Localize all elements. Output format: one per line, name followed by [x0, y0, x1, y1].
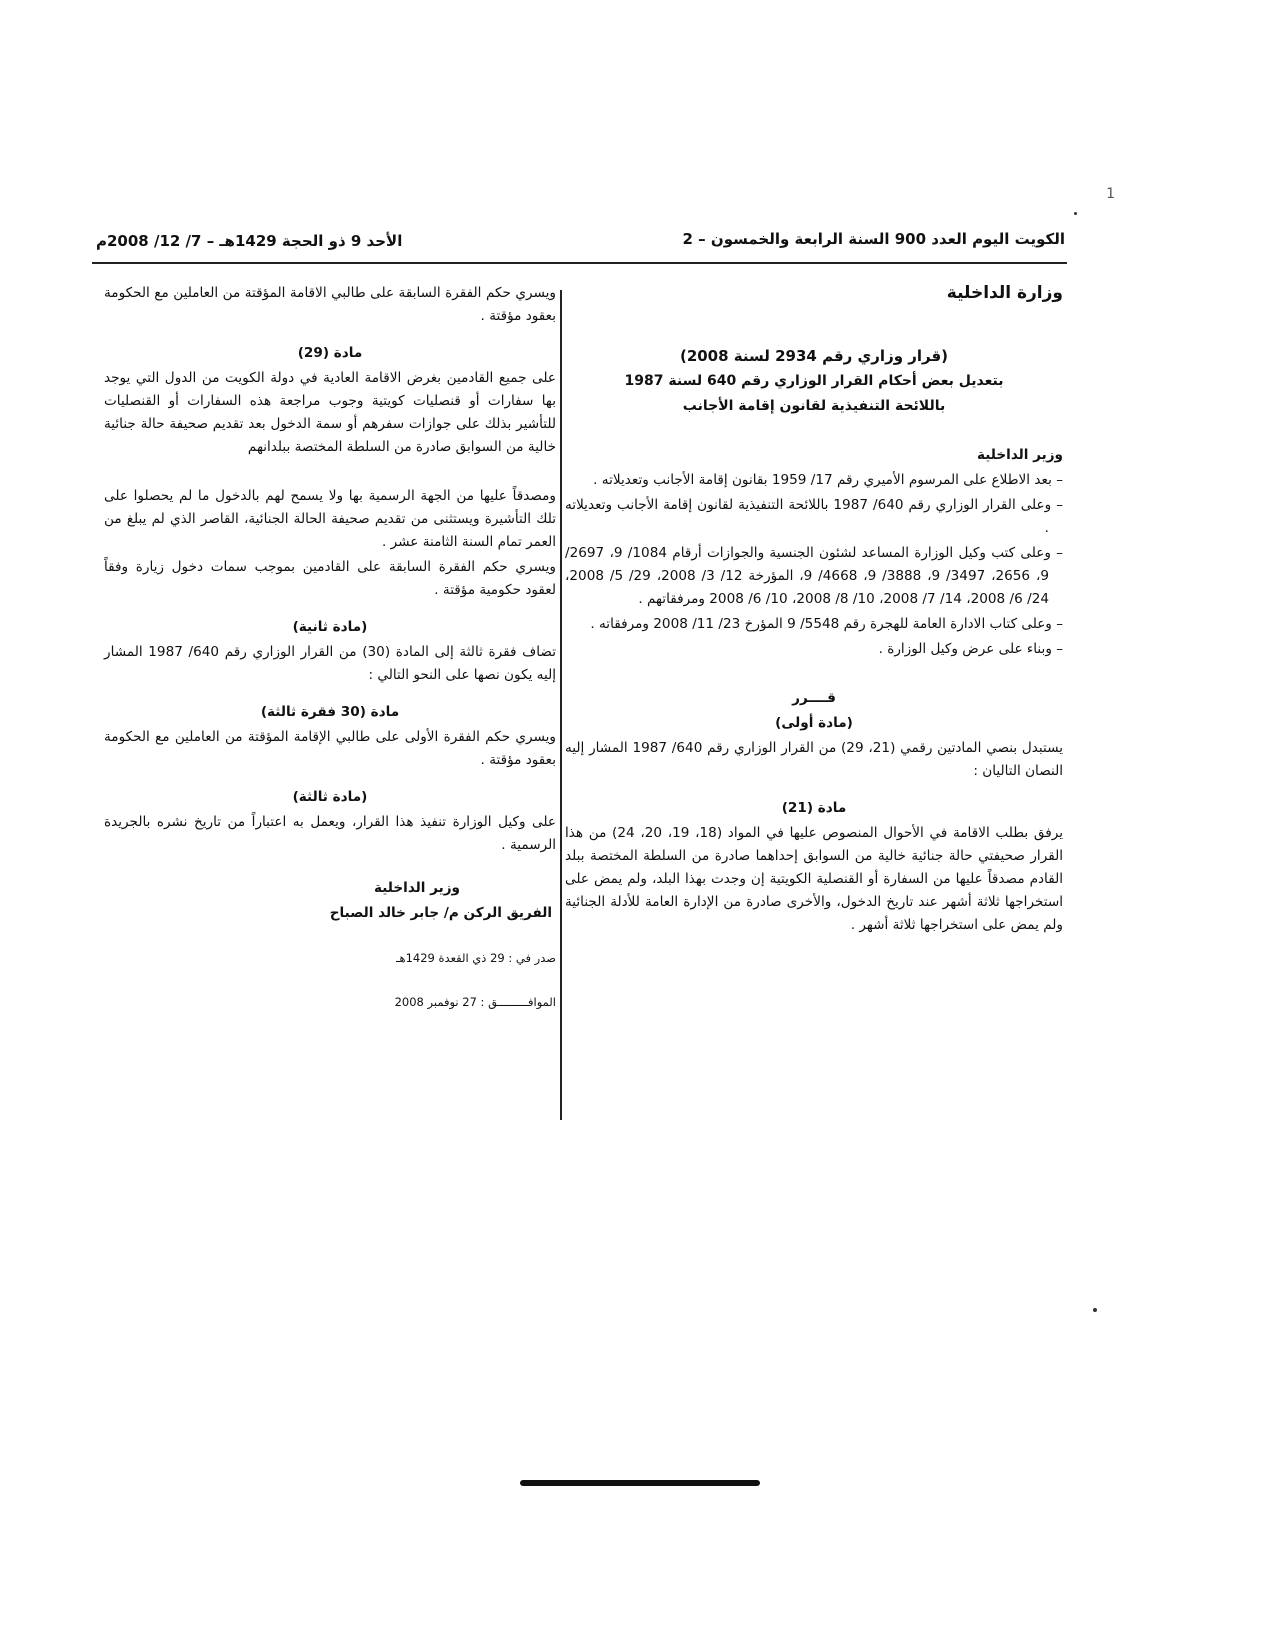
- header-divider: [92, 262, 1067, 264]
- signature-name: الفريق الركن م/ جابر خالد الصباح: [329, 905, 552, 921]
- article-heading: (مادة ثالثة): [292, 789, 368, 805]
- preamble-item: – وعلى القرار الوزاري رقم 640/ 1987 باللائحة التنفيذية لقانون إقامة الأجانب وتعديلاته .: [565, 497, 1063, 536]
- article-text: على جميع القادمين بغرض الاقامة العادية في دولة الكويت من الدول التي يوجد بها سفارات أو قنصليات كويتية وجوب مراجعة هذه السفارات أو القنصليات للتأشير بذلك على جوازات سفرهم أو سمة الدخول بعد تقديم صحيفة حالة جنائية خالية من السوابق صادرة من السلطة المختصة ببلدانهم: [104, 370, 556, 455]
- preamble-item: – وبناء على عرض وكيل الوزارة .: [878, 641, 1063, 657]
- article-heading: (مادة أولى): [775, 715, 853, 731]
- decree-title: (قرار وزاري رقم 2934 لسنة 2008): [679, 347, 949, 365]
- column-divider: [560, 290, 562, 1120]
- preamble-item: – وعلى كتب وكيل الوزارة المساعد لشئون الجنسية والجوازات أرقام 1084/ 9، 2697/ 9، 2656، 3497/ 9، 3888/ 9، 4668/ 9، المؤرخة 12/ 3/ 2008، 29/ 5/ 2008، 24/ 6/ 2008، 14/ 7/ 2008، 10/ 8/ 2008، 10/ 6/ 2008 ومرفقاتهم .: [565, 545, 1063, 607]
- decree-subtitle: باللائحة التنفيذية لقانون إقامة الأجانب: [682, 398, 946, 414]
- article-text: ومصدقاً عليها من الجهة الرسمية بها ولا يسمح لهم بالدخول ما لم يحصلوا على تلك التأشيرة ويستثنى من تقديم صحيفة الحالة الجنائية، القاصر الذي لم يبلغ من العمر تمام السنة الثامنة عشر .: [104, 488, 556, 550]
- paragraph: ويسري حكم الفقرة السابقة على طالبي الاقامة المؤقتة من العاملين مع الحكومة بعقود مؤقتة .: [104, 285, 556, 324]
- article-heading: (مادة ثانية): [292, 619, 368, 635]
- issued-date: الموافـــــــــق : 27 نوفمبر 2008: [394, 995, 556, 1009]
- left-column: [104, 282, 556, 1015]
- decides-heading: قــــرر: [792, 690, 836, 706]
- article-heading: مادة (30 فقرة ثالثة): [260, 704, 400, 720]
- right-column: [565, 282, 1063, 939]
- article-text: يستبدل بنصي المادتين رقمي (21، 29) من القرار الوزاري رقم 640/ 1987 المشار إليه النصان التاليان :: [565, 740, 1063, 779]
- article-heading: مادة (21): [781, 800, 847, 816]
- article-text: على وكيل الوزارة تنفيذ هذا القرار، ويعمل به اعتباراً من تاريخ نشره بالجريدة الرسمية .: [104, 814, 556, 853]
- article-text: ويسري حكم الفقرة الأولى على طالبي الإقامة المؤقتة من العاملين مع الحكومة بعقود مؤقتة .: [104, 729, 556, 768]
- article-text: ويسري حكم الفقرة السابقة على القادمين بموجب سمات دخول زيارة وفقاً لعقود حكومية مؤقتة .: [104, 559, 556, 598]
- minister-heading: وزير الداخلية: [977, 447, 1063, 463]
- article-text: يرفق بطلب الاقامة في الأحوال المنصوص عليها في المواد (18، 19، 20، 24) من هذا القرار صحيفتي حالة جنائية خالية من السوابق إحداهما صادرة من السلطة المختصة ببلد القادم مصدقاً عليها من السفارة أو القنصلية الكويتية إن وجدت بهذا البلد، ولم يمض على استخراجها ثلاثة أشهر عند تاريخ الدخول، والأخرى صادرة من الإدارة العامة للأدلة الجنائية ولم يمض على استخراجها ثلاثة أشهر .: [565, 825, 1063, 933]
- gazette-header: الكويت اليوم العدد 900 السنة الرابعة والخمسون – 2: [682, 230, 1065, 248]
- decree-subtitle: بتعديل بعض أحكام القرار الوزاري رقم 640 لسنة 1987: [624, 373, 1004, 389]
- article-heading: مادة (29): [297, 345, 363, 361]
- scan-speck: [1093, 1308, 1097, 1312]
- header-date: الأحد 9 ذو الحجة 1429هـ – 7/ 12/ 2008م: [96, 232, 403, 250]
- preamble-item: – وعلى كتاب الادارة العامة للهجرة رقم 5548/ 9 المؤرخ 23/ 11/ 2008 ومرفقاته .: [590, 616, 1063, 632]
- article-text: تضاف فقرة ثالثة إلى المادة (30) من القرار الوزاري رقم 640/ 1987 المشار إليه يكون نصها على النحو التالي :: [104, 644, 556, 683]
- scan-mark: [520, 1480, 760, 1486]
- ministry-name: وزارة الداخلية: [946, 283, 1063, 303]
- signature-title: وزير الداخلية: [374, 880, 460, 896]
- preamble-item: – بعد الاطلاع على المرسوم الأميري رقم 17/ 1959 بقانون إقامة الأجانب وتعديلاته .: [593, 472, 1063, 488]
- page-mark: 1: [1106, 186, 1115, 202]
- scan-speck: [1074, 212, 1077, 215]
- issued-date: صدر في : 29 ذي القعدة 1429هـ: [396, 951, 556, 965]
